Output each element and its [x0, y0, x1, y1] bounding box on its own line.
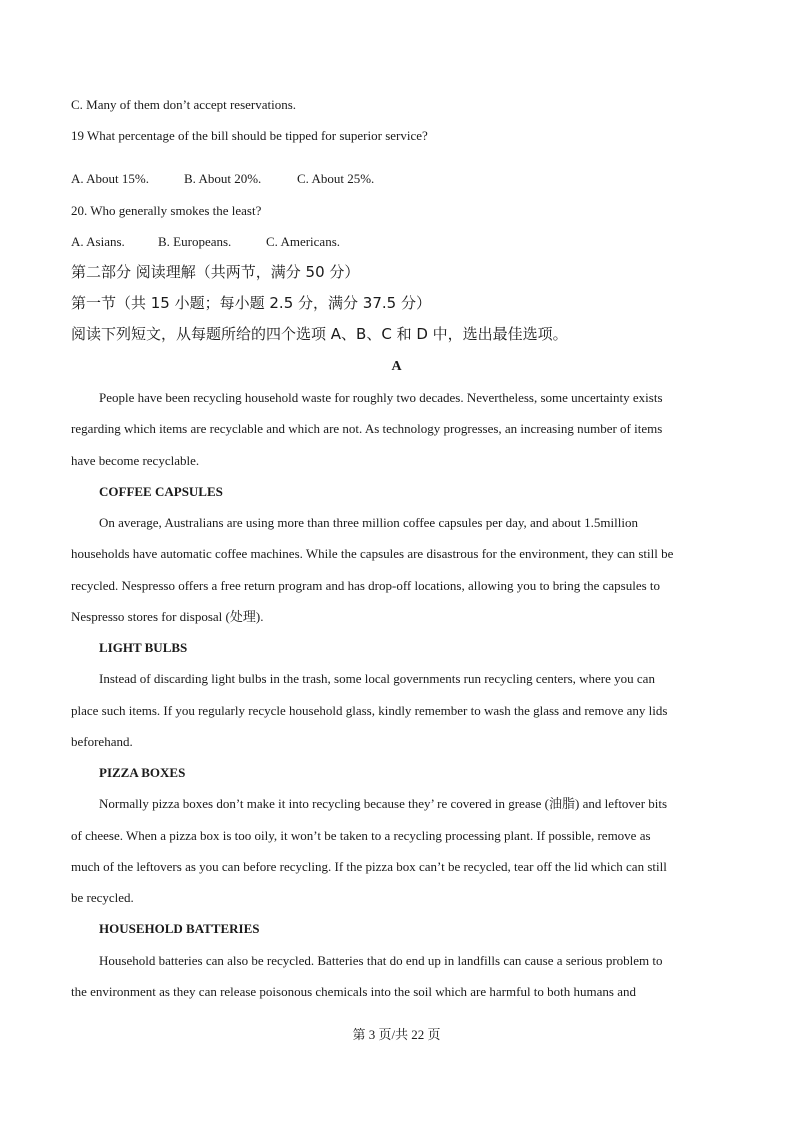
coffee-line-2: households have automatic coffee machines. While the capsules are disastrous for the environment, they can still be: [71, 546, 674, 561]
coffee-line-3: recycled. Nespresso offers a free return program and has drop-off locations, allowing you to bring the capsules to: [71, 578, 661, 593]
heading-coffee-capsules: COFFEE CAPSULES: [99, 484, 223, 499]
heading-pizza-boxes: PIZZA BOXES: [99, 765, 186, 780]
heading-household-batteries: HOUSEHOLD BATTERIES: [99, 921, 260, 936]
q20-options: [71, 234, 340, 250]
q20-option-a: A. Asians.: [71, 234, 125, 249]
intro-line-2: regarding which items are recyclable and which are not. As technology progresses, an increasing number of items: [71, 421, 663, 436]
q20-option-c: C. Americans.: [266, 234, 341, 249]
q19-stem: 19 What percentage of the bill should be tipped for superior service?: [71, 128, 428, 143]
batteries-line-1: Household batteries can also be recycled. Batteries that do end up in landfills can cause a serious problem to: [99, 953, 663, 968]
q18-option-c: C. Many of them don’t accept reservations.: [71, 97, 297, 112]
bulbs-line-3: beforehand.: [71, 734, 133, 749]
instructions: 阅读下列短文，从每题所给的四个选项 A、B、C 和 D 中，选出最佳选项。: [71, 325, 568, 343]
subsection-title: 第一节（共 15 小题；每小题 2.5 分，满分 37.5 分）: [71, 294, 431, 312]
q20-stem: 20. Who generally smokes the least?: [71, 203, 262, 218]
page-number: 第 3 页/共 22 页: [352, 1027, 441, 1042]
batteries-line-2: the environment as they can release poisonous chemicals into the soil which are harmful to both humans and: [71, 984, 636, 999]
intro-line-3: have become recyclable.: [71, 453, 200, 468]
pizza-line-3: much of the leftovers as you can before recycling. If the pizza box can’t be recycled, tear off the lid which can still: [71, 859, 667, 874]
bulbs-line-1: Instead of discarding light bulbs in the trash, some local governments run recycling centers, where you can: [99, 671, 655, 686]
bulbs-line-2: place such items. If you regularly recycle household glass, kindly remember to wash the glass and remove any lids: [71, 703, 668, 718]
coffee-line-1: On average, Australians are using more than three million coffee capsules per day, and about 1.5million: [99, 515, 638, 530]
intro-line-1: People have been recycling household waste for roughly two decades. Nevertheless, some uncertainty exists: [99, 390, 663, 405]
pizza-line-4: be recycled.: [71, 890, 134, 905]
q19-options: [71, 171, 374, 187]
q19-option-b: B. About 20%.: [184, 171, 262, 186]
passage-label: A: [391, 359, 402, 374]
q20-option-b: B. Europeans.: [158, 234, 232, 249]
coffee-line-4: Nespresso stores for disposal (处理).: [71, 609, 264, 624]
pizza-line-1: Normally pizza boxes don’t make it into recycling because they’ re covered in grease (油脂) and leftover bits: [99, 796, 668, 811]
q19-option-a: A. About 15%.: [71, 171, 149, 186]
pizza-line-2: of cheese. When a pizza box is too oily, it won’t be taken to a recycling processing plant. If possible, remove as: [71, 828, 651, 843]
part-title: 第二部分 阅读理解（共两节，满分 50 分）: [71, 263, 360, 281]
q19-option-c: C. About 25%.: [297, 171, 375, 186]
heading-light-bulbs: LIGHT BULBS: [99, 640, 188, 655]
